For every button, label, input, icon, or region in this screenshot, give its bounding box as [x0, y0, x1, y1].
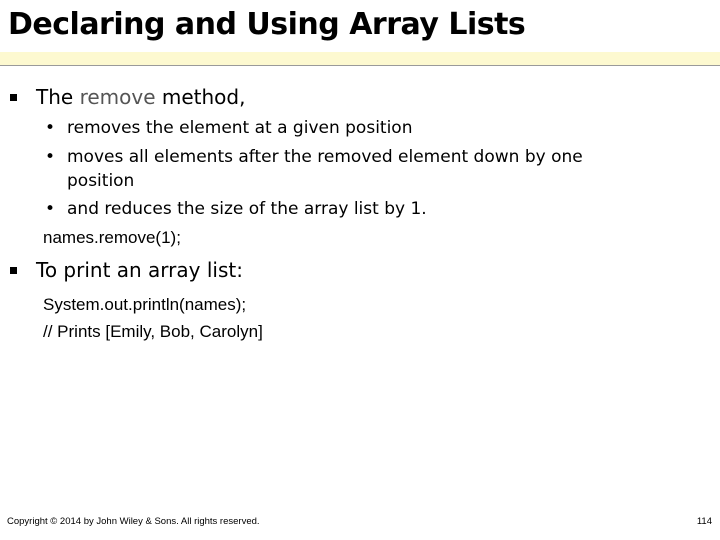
sub-bullet-text: removes the element at a given position	[67, 118, 413, 138]
bullet-text	[36, 84, 245, 110]
sub-bullet-text: position	[67, 171, 135, 191]
code-comment-line: // Prints [Emily, Bob, Carolyn]	[43, 322, 263, 341]
code-line: System.out.println(names);	[43, 295, 247, 314]
sub-bullet-text: and reduces the size of the array list by 1.	[67, 199, 427, 219]
title-divider	[0, 65, 720, 66]
square-bullet-icon	[10, 94, 17, 101]
copyright-footer: Copyright © 2014 by John Wiley & Sons. All rights reserved.	[7, 516, 260, 527]
page-number: 114	[696, 516, 712, 527]
square-bullet-icon	[10, 267, 17, 274]
method-name-highlight: remove	[79, 85, 156, 109]
title-banner	[0, 52, 720, 65]
code-line: names.remove(1);	[43, 228, 181, 247]
slide-title: Declaring and Using Array Lists	[8, 7, 526, 42]
bullet-text: To print an array list:	[36, 258, 243, 282]
dot-bullet-icon: •	[45, 199, 56, 219]
bullet-prefix: The	[36, 85, 80, 109]
sub-bullet-text: moves all elements after the removed element down by one	[67, 147, 583, 167]
dot-bullet-icon: •	[45, 118, 56, 138]
dot-bullet-icon: •	[45, 147, 56, 167]
bullet-suffix: method,	[155, 85, 246, 109]
